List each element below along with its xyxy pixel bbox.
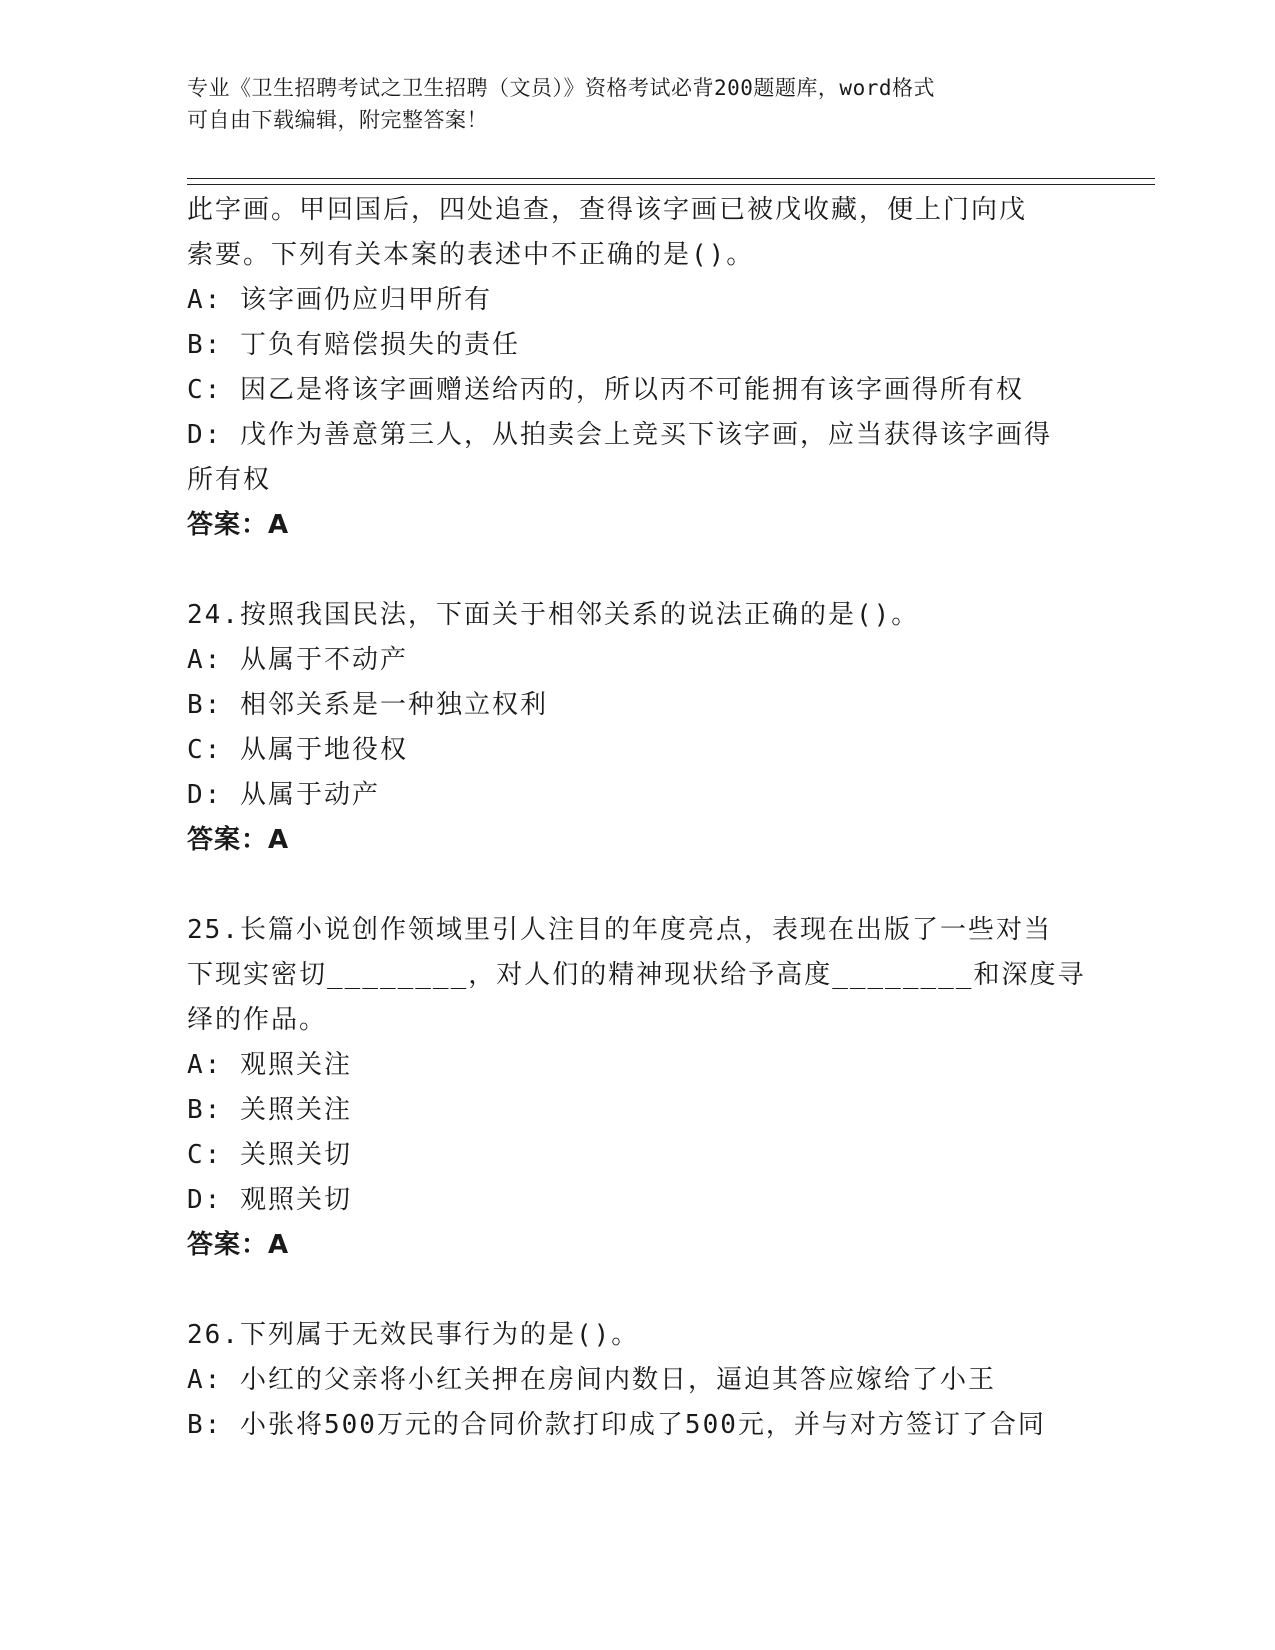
header-title-line-1: 专业《卫生招聘考试之卫生招聘（文员）》资格考试必背200题题库，word格式 bbox=[187, 76, 935, 100]
answer-label: 答案：A bbox=[187, 825, 290, 855]
header-rule-bottom bbox=[187, 184, 1155, 185]
document-header bbox=[187, 72, 1067, 136]
option-b: B: 相邻关系是一种独立权利 bbox=[187, 690, 548, 720]
question-text-line: 此字画。甲回国后，四处追查，查得该字画已被戊收藏，便上门向戊 bbox=[187, 195, 1028, 225]
question-spacer bbox=[187, 863, 1087, 908]
option-b: B: 小张将500万元的合同价款打印成了500元，并与对方签订了合同 bbox=[187, 1410, 1046, 1440]
option-c: C: 因乙是将该字画赠送给丙的，所以丙不可能拥有该字画得所有权 bbox=[187, 375, 1024, 405]
option-d: D: 戊作为善意第三人，从拍卖会上竞买下该字画，应当获得该字画得 bbox=[187, 420, 1052, 450]
question-text-line: 下现实密切________，对人们的精神现状给予高度________和深度寻 bbox=[187, 960, 1086, 990]
option-b: B: 丁负有赔偿损失的责任 bbox=[187, 330, 520, 360]
question-25 bbox=[187, 908, 1087, 1268]
option-a: A: 观照关注 bbox=[187, 1050, 352, 1080]
question-26 bbox=[187, 1313, 1087, 1448]
option-d: D: 从属于动产 bbox=[187, 780, 380, 810]
option-b: B: 关照关注 bbox=[187, 1095, 352, 1125]
question-spacer bbox=[187, 1268, 1087, 1313]
option-a: A: 小红的父亲将小红关押在房间内数日，逼迫其答应嫁给了小王 bbox=[187, 1365, 996, 1395]
option-c: C: 关照关切 bbox=[187, 1140, 352, 1170]
header-rule-top bbox=[187, 178, 1155, 179]
question-24 bbox=[187, 593, 1087, 863]
question-text-line: 26.下列属于无效民事行为的是()。 bbox=[187, 1320, 640, 1350]
question-text-line: 绎的作品。 bbox=[187, 1005, 328, 1035]
option-d: D: 观照关切 bbox=[187, 1185, 352, 1215]
answer-label: 答案：A bbox=[187, 1230, 290, 1260]
header-title-line-2: 可自由下载编辑，附完整答案！ bbox=[187, 108, 488, 132]
question-text-line: 索要。下列有关本案的表述中不正确的是()。 bbox=[187, 240, 755, 270]
question-spacer bbox=[187, 548, 1087, 593]
document-body bbox=[187, 188, 1087, 1448]
option-a: A: 该字画仍应归甲所有 bbox=[187, 285, 492, 315]
option-c: C: 从属于地役权 bbox=[187, 735, 408, 765]
question-text-line: 25.长篇小说创作领域里引人注目的年度亮点，表现在出版了一些对当 bbox=[187, 915, 1052, 945]
answer-label: 答案：A bbox=[187, 510, 290, 540]
option-d-continued: 所有权 bbox=[187, 465, 272, 495]
option-a: A: 从属于不动产 bbox=[187, 645, 408, 675]
question-text-line: 24.按照我国民法，下面关于相邻关系的说法正确的是()。 bbox=[187, 600, 920, 630]
question-23-continued bbox=[187, 188, 1087, 548]
